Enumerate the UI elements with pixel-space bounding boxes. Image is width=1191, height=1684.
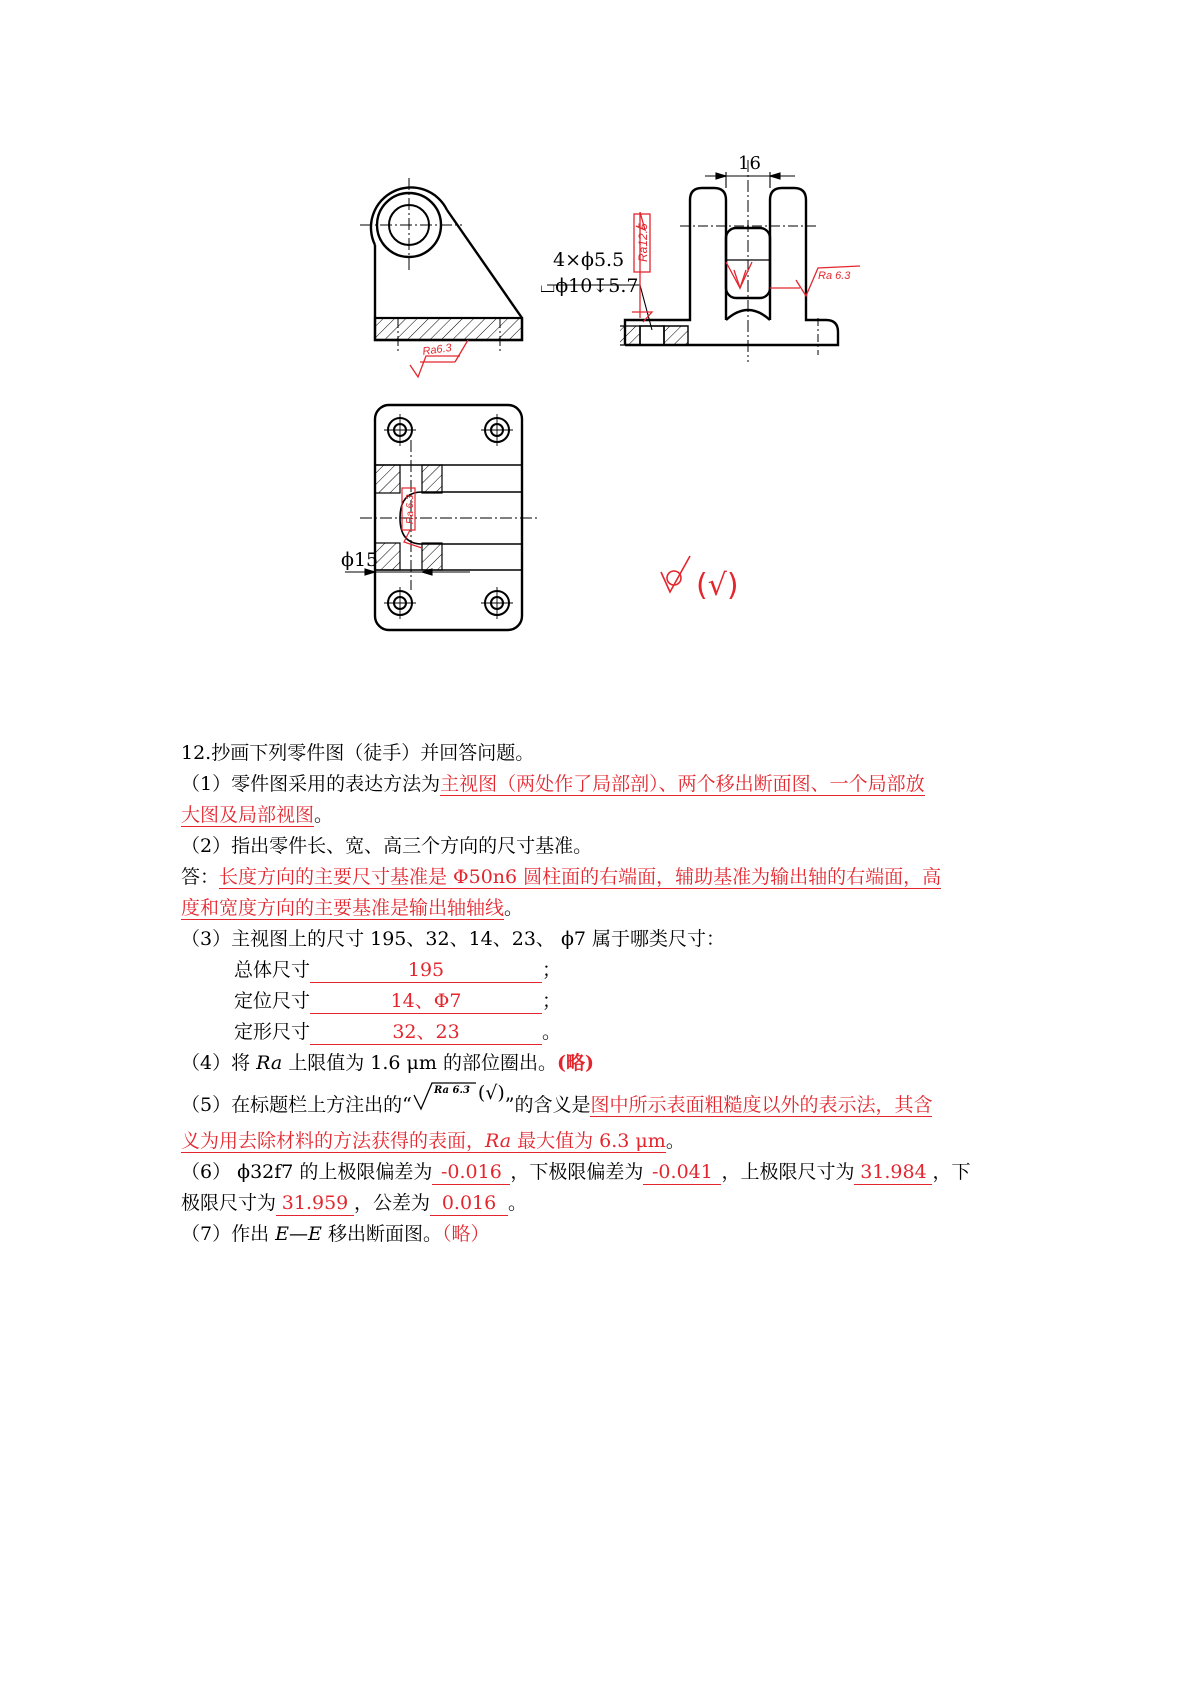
q3-position-label: 定位尺寸 (234, 990, 311, 1012)
q5-symbol-paren: (√) (477, 1082, 505, 1104)
q5-mid: ”的含义是 (504, 1094, 591, 1116)
q2-prefix: （2）指出零件长、宽、高三个方向的尺寸基准。 (181, 835, 593, 857)
q7-answer: （略） (441, 1223, 490, 1245)
q3-position-end: ； (542, 990, 562, 1012)
q5-answer-part1: 图中所示表面粗糙度以外的表示法，其含 (590, 1094, 933, 1116)
q3-overall-label: 总体尺寸 (234, 959, 311, 981)
q7-prefix: （7）作出 (181, 1223, 270, 1245)
question-title: 12.抄画下列零件图（徒手）并回答问题。 (181, 742, 535, 764)
q2-line2 (181, 893, 1016, 924)
q6-mid4: ，公差为 (354, 1192, 431, 1214)
roughness-label-right: Ra 6.3 (818, 270, 851, 282)
q3-overall-row (181, 955, 1016, 986)
q2-answer-part1: 长度方向的主要尺寸基准是 Φ50n6 圆柱面的右端面，辅助基准为输出轴的右端面，高 (219, 866, 942, 888)
mounting-holes (384, 414, 513, 619)
q6-line2-prefix: 极限尺寸为 (181, 1192, 277, 1214)
q5-prefix: （5）在标题栏上方注出的“ (181, 1094, 412, 1116)
question-block (181, 738, 1016, 1250)
q6-mid2: ，上极限尺寸为 (721, 1161, 855, 1183)
q6-upper-deviation: -0.016 (432, 1160, 510, 1185)
q4-ra: Ra (256, 1052, 283, 1074)
general-roughness-symbol-text: (√) (696, 568, 739, 603)
q5-end: 。 (665, 1130, 685, 1152)
q6-mid3: ，下 (932, 1161, 971, 1183)
q2-end: 。 (504, 897, 524, 919)
q5-answer-ra: Ra (485, 1130, 512, 1152)
q4-prefix: （4）将 (181, 1052, 251, 1074)
roughness-label-top-view: Ra 6.3 (405, 494, 416, 524)
q7-section-label: E—E (275, 1223, 322, 1245)
side-view (620, 160, 838, 362)
front-view (360, 178, 522, 352)
q3-prefix: （3）主视图上的尺寸 195、32、14、23、 ϕ7 属于哪类尺寸： (181, 928, 726, 950)
q1-line2 (181, 800, 1016, 831)
q6-lower-limit-size: 31.959 (276, 1191, 354, 1216)
q5-line2 (181, 1126, 1016, 1157)
dimension-16-label: 16 (738, 153, 761, 174)
general-roughness-symbol (661, 556, 690, 592)
q1-end: 。 (314, 804, 334, 826)
q7-suffix: 移出断面图。 (327, 1223, 442, 1245)
q6-line2 (181, 1188, 1016, 1219)
q3-shape-label: 定形尺寸 (234, 1021, 311, 1043)
q3-position-answer: 14、Φ7 (310, 989, 542, 1014)
top-view (360, 405, 538, 630)
dimension-phi15-label: ϕ15 (341, 549, 379, 571)
q2-line1 (181, 862, 1016, 893)
q1-line1 (181, 769, 1016, 800)
roughness-label-12-5: Ra12.5 (636, 223, 650, 262)
q3-overall-answer: 195 (310, 958, 542, 983)
roughness-symbol-icon (412, 1081, 478, 1115)
q5-symbol-ra: Ra 6.3 (433, 1085, 470, 1096)
q4-line (181, 1048, 1016, 1079)
q6-line1 (181, 1157, 1016, 1188)
q1-answer-part2: 大图及局部视图 (181, 804, 315, 826)
hole-callout-line1: 4×ϕ5.5 (553, 249, 625, 271)
q5-answer-part2a: 义为用去除材料的方法获得的表面， (181, 1130, 486, 1152)
q3-overall-end: ； (542, 959, 562, 981)
q6-tolerance: 0.016 (430, 1191, 508, 1216)
q3-position-row (181, 986, 1016, 1017)
q5-answer-part2 (181, 1130, 666, 1153)
dimension-16 (705, 172, 795, 188)
q6-lower-deviation: -0.041 (643, 1160, 721, 1185)
q6-upper-limit-size: 31.984 (854, 1160, 932, 1185)
q1-answer-part1: 主视图（两处作了局部剖）、两个移出断面图、一个局部放 (440, 773, 925, 795)
q5-answer-part2b: 最大值为 6.3 μm (517, 1130, 666, 1152)
q6-end: 。 (508, 1192, 528, 1214)
technical-drawing (0, 0, 1191, 660)
q3-shape-answer: 32、23 (310, 1020, 542, 1045)
hole-callout-line2: ⌴ϕ10↧5.7 (540, 275, 639, 297)
roughness-label-bottom: Ra6.3 (421, 342, 453, 358)
q2-answer-part2: 度和宽度方向的主要基准是输出轴轴线 (181, 897, 505, 919)
q2-answer-label: 答： (181, 866, 220, 888)
q4-suffix: 上限值为 1.6 μm 的部位圈出。 (288, 1052, 557, 1074)
q6-prefix: （6） ϕ32f7 的上极限偏差为 (181, 1161, 433, 1183)
q7-line (181, 1219, 1016, 1250)
q4-answer: (略) (556, 1052, 594, 1074)
q5-line1 (181, 1079, 1016, 1121)
q1-prefix: （1）零件图采用的表达方法为 (181, 773, 441, 795)
q3-shape-end: 。 (542, 1021, 562, 1043)
q6-mid1: ，下极限偏差为 (510, 1161, 644, 1183)
q3-shape-row (181, 1017, 1016, 1048)
